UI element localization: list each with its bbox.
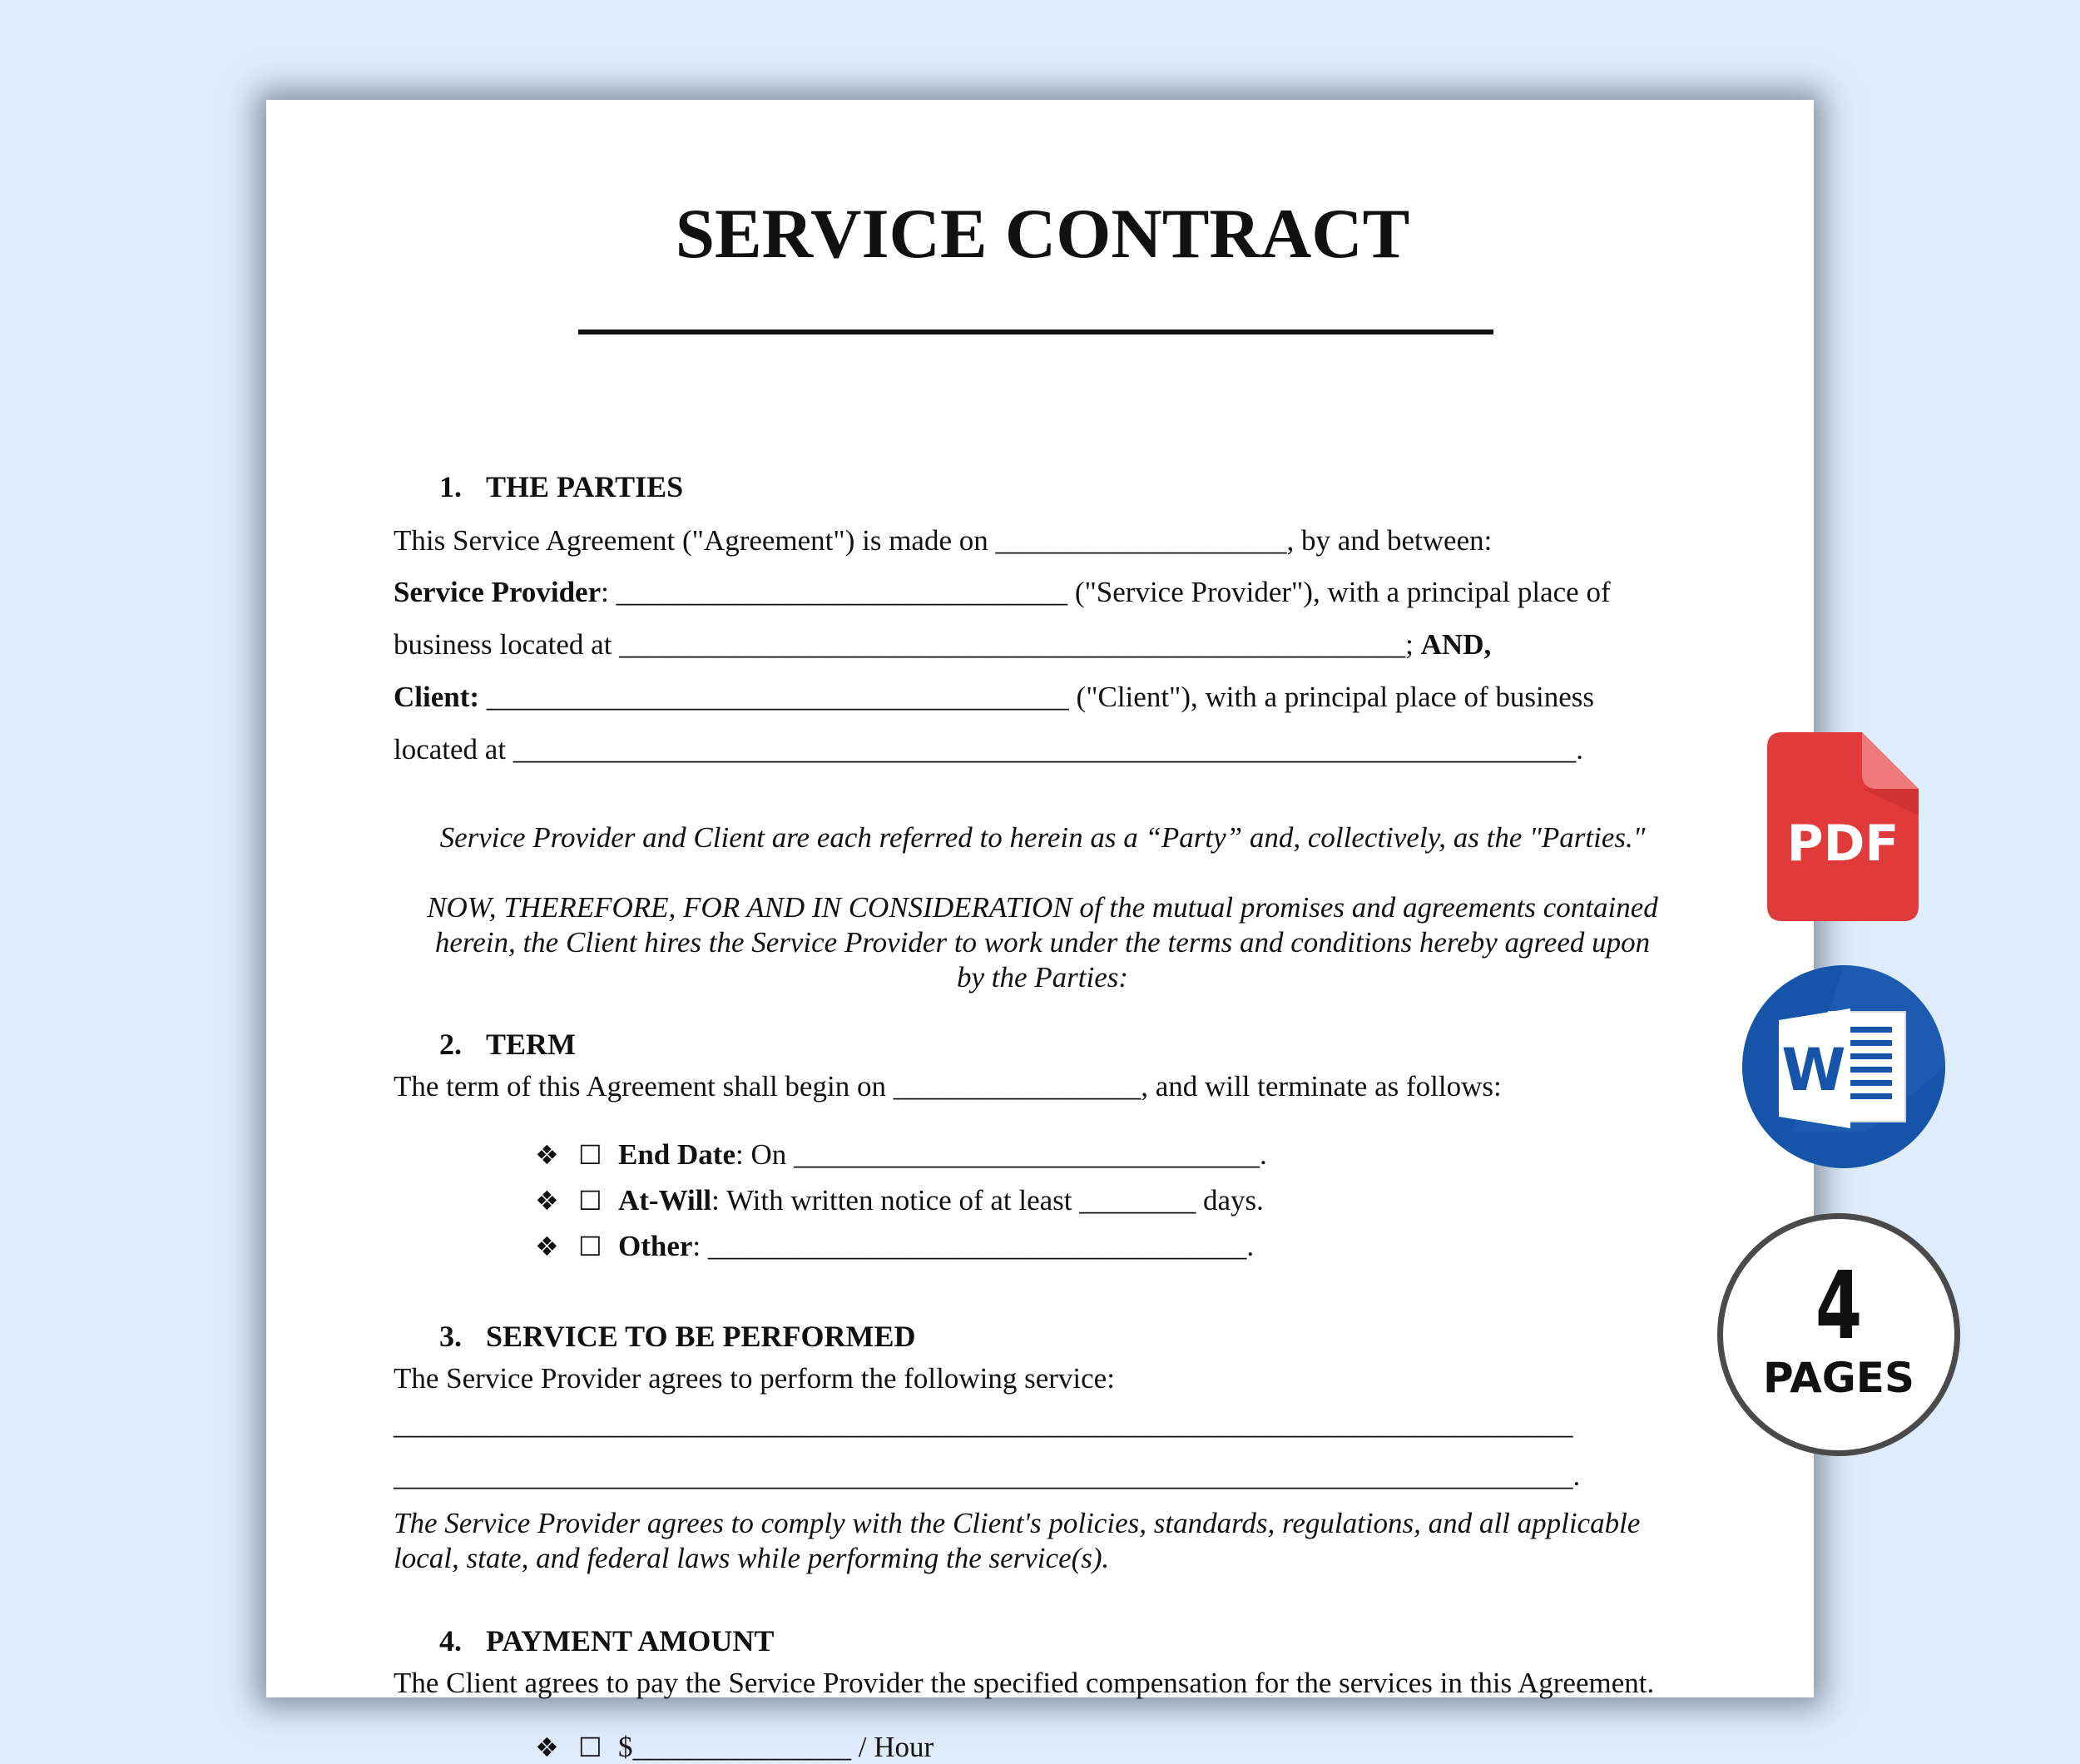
page-count-badge bbox=[1717, 1213, 1960, 1456]
client-blank: ________________________________________ ("Client"), with a principal place of business bbox=[479, 681, 1594, 713]
parties-note: Service Provider and Client are each referred to herein as a “Party” and, collectively, as the "Parties." bbox=[439, 821, 1646, 854]
section-number: 4. bbox=[439, 1624, 462, 1657]
service-provider-label: Service Provider bbox=[394, 576, 602, 608]
term-option-end-date bbox=[535, 1138, 1267, 1172]
page-count-label: PAGES bbox=[1763, 1354, 1914, 1402]
word-letter: W bbox=[1781, 1036, 1846, 1104]
option-label: At-Will bbox=[618, 1184, 712, 1216]
pdf-label: PDF bbox=[1786, 815, 1899, 873]
title-underline bbox=[578, 330, 1493, 334]
page-count-number: 4 bbox=[1815, 1252, 1863, 1360]
option-text: : With written notice of at least ________ days. bbox=[711, 1184, 1264, 1216]
client-line bbox=[394, 681, 1594, 714]
client-label: Client: bbox=[394, 681, 480, 713]
document-page bbox=[266, 100, 1814, 1763]
provider-address-blank: business located at ______________________________________________________; bbox=[394, 628, 1421, 661]
section-number: 3. bbox=[439, 1320, 462, 1353]
term-option-other bbox=[535, 1230, 1254, 1263]
checkbox-hourly[interactable]: ☐ bbox=[578, 1732, 602, 1763]
term-start-line: The term of this Agreement shall begin on _________________, and will terminate as follows: bbox=[394, 1070, 1502, 1102]
bullet-diamond-icon: ❖ bbox=[535, 1139, 559, 1171]
payment-option-hourly bbox=[535, 1731, 934, 1764]
section-title: TERM bbox=[486, 1028, 576, 1061]
checkbox-end-date[interactable]: ☐ bbox=[578, 1139, 602, 1171]
service-intro-line: The Service Provider agrees to perform the following service: bbox=[394, 1362, 1115, 1395]
option-label: End Date bbox=[618, 1138, 735, 1171]
and-conjunction: AND, bbox=[1420, 628, 1492, 661]
client-address-line: located at _________________________________________________________________________. bbox=[394, 733, 1584, 766]
option-label: Other bbox=[618, 1230, 693, 1262]
section-heading-parties bbox=[439, 469, 683, 504]
consideration-line-1: NOW, THEREFORE, FOR AND IN CONSIDERATION of the mutual promises and agreements contained bbox=[427, 891, 1658, 924]
section-title: THE PARTIES bbox=[486, 470, 684, 503]
bullet-diamond-icon: ❖ bbox=[535, 1732, 559, 1763]
provider-address-line bbox=[394, 628, 1491, 662]
bullet-diamond-icon: ❖ bbox=[535, 1185, 559, 1216]
option-text: $_______________ / Hour bbox=[618, 1731, 934, 1763]
checkbox-other[interactable]: ☐ bbox=[578, 1231, 602, 1262]
compliance-paragraph bbox=[394, 1506, 1691, 1576]
checkbox-at-will[interactable]: ☐ bbox=[578, 1185, 602, 1216]
section-heading-term bbox=[439, 1027, 576, 1062]
compliance-line-1: The Service Provider agrees to comply with the Client's policies, standards, regulations, and all applicable bbox=[394, 1507, 1641, 1539]
option-text: : _____________________________________. bbox=[692, 1230, 1255, 1262]
service-blank-line-2: _________________________________________________________________________________. bbox=[394, 1459, 1581, 1492]
consideration-line-3: by the Parties: bbox=[956, 961, 1129, 993]
compliance-line-2: local, state, and federal laws while performing the service(s). bbox=[394, 1542, 1110, 1574]
section-heading-payment bbox=[439, 1623, 774, 1658]
section-heading-service bbox=[439, 1319, 916, 1354]
section-title: SERVICE TO BE PERFORMED bbox=[486, 1320, 916, 1353]
service-provider-line bbox=[394, 576, 1611, 609]
word-document-icon bbox=[1742, 965, 1945, 1168]
service-provider-blank: : _______________________________ ("Service Provider"), with a principal place of bbox=[601, 576, 1611, 608]
consideration-paragraph bbox=[394, 890, 1691, 995]
service-blank-line-1: _________________________________________________________________________________ bbox=[394, 1408, 1573, 1440]
payment-intro-line: The Client agrees to pay the Service Provider the specified compensation for the services in this Agreement. bbox=[394, 1667, 1655, 1699]
bullet-diamond-icon: ❖ bbox=[535, 1231, 559, 1262]
section-number: 2. bbox=[439, 1028, 462, 1061]
term-option-at-will bbox=[535, 1184, 1264, 1217]
consideration-line-2: herein, the Client hires the Service Provider to work under the terms and conditions hereby agreed upon bbox=[434, 926, 1651, 959]
document-title: SERVICE CONTRACT bbox=[675, 195, 1410, 273]
pdf-file-icon bbox=[1767, 732, 1919, 921]
section-number: 1. bbox=[439, 470, 462, 503]
agreement-date-line: This Service Agreement ("Agreement") is made on ____________________, by and between: bbox=[394, 524, 1493, 557]
option-text: : On ________________________________. bbox=[735, 1138, 1267, 1171]
section-title: PAYMENT AMOUNT bbox=[486, 1624, 775, 1657]
